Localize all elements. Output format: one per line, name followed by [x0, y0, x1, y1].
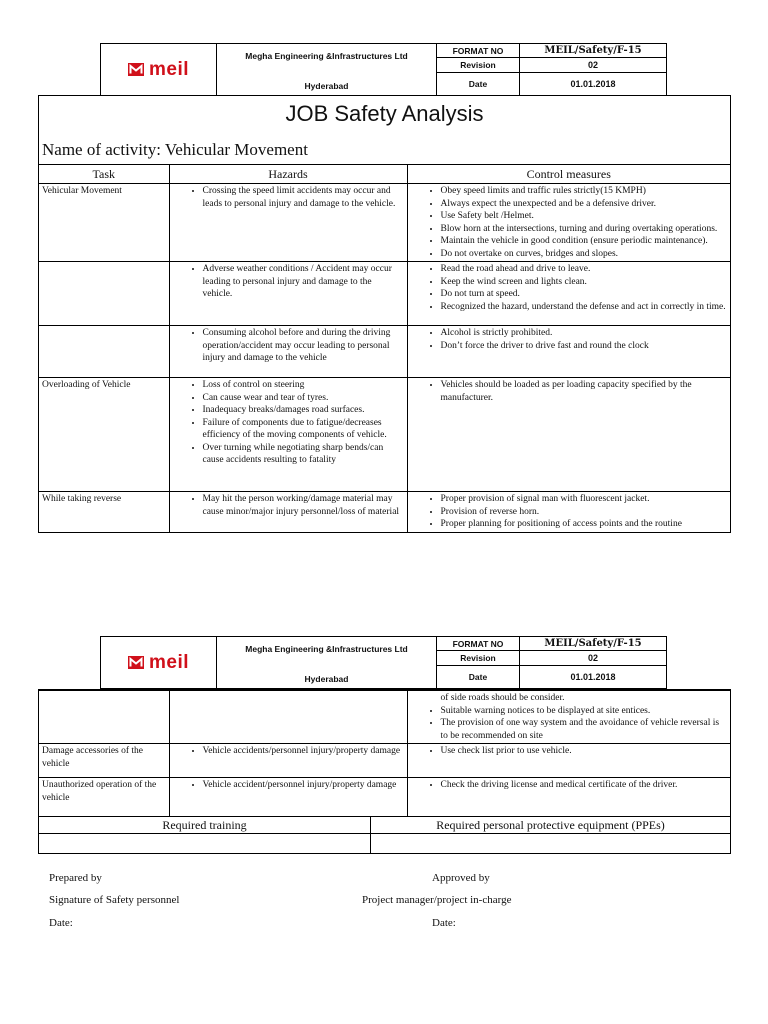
prepared-signature: Signature of Safety personnel — [49, 894, 180, 906]
approved-date: Date: — [432, 917, 456, 929]
controls-cell — [407, 262, 730, 326]
hazard-list — [173, 745, 404, 758]
format-label: FORMAT NO — [437, 637, 520, 650]
hazards-cell — [169, 691, 407, 744]
control-item: • Vehicles should be loaded as per loading capacity specified by the manufacturer. — [441, 379, 728, 404]
table-row — [39, 326, 730, 378]
requirements-section — [39, 816, 730, 853]
prepared-date: Date: — [49, 917, 73, 929]
document-header-page-2 — [100, 636, 667, 689]
hazards-cell — [169, 378, 407, 492]
format-label: FORMAT NO — [437, 44, 520, 57]
hazard-list — [173, 185, 404, 210]
table-row — [39, 744, 730, 778]
hazard-item: • Adverse weather conditions / Accident may occur leading to personal injury and damage to the vehicle. — [203, 263, 404, 301]
hazard-item: • Crossing the speed limit accidents may occur and leads to personal injury and damage to the vehicle. — [203, 185, 404, 210]
control-item: • Provision of reverse horn. — [441, 506, 728, 519]
task-cell: While taking reverse — [39, 492, 169, 532]
task-cell: Vehicular Movement — [39, 184, 169, 262]
control-list — [411, 493, 728, 531]
company-city: Hyderabad — [304, 674, 349, 684]
revision-value: 02 — [587, 652, 598, 663]
revision-label: Revision — [437, 58, 520, 71]
continued-text: of side roads should be consider. — [440, 693, 565, 703]
jsa-page-1 — [38, 95, 731, 533]
control-item: • Obey speed limits and traffic rules strictly(15 KMPH) — [441, 185, 728, 198]
control-list — [411, 327, 728, 352]
controls-cell — [407, 691, 730, 744]
hazards-cell — [169, 326, 407, 378]
control-item: • Use check list prior to use vehicle. — [441, 745, 728, 758]
control-item: • Always expect the unexpected and be a defensive driver. — [441, 198, 728, 211]
hazards-cell — [169, 262, 407, 326]
format-value: MEIL/Safety/F-15 — [544, 45, 642, 57]
logo-cell — [101, 44, 217, 95]
task-cell: Overloading of Vehicle — [39, 378, 169, 492]
hazards-cell — [169, 184, 407, 262]
hazard-item: • Can cause wear and tear of tyres. — [203, 392, 404, 405]
meil-mark-icon — [128, 656, 144, 669]
meil-logo — [128, 652, 189, 674]
hazard-list — [173, 493, 404, 518]
logo-cell — [101, 637, 217, 688]
hazards-cell — [169, 492, 407, 532]
required-ppe-label: Required personal protective equipment (PPEs) — [371, 817, 730, 834]
control-item: • Alcohol is strictly prohibited. — [441, 327, 728, 340]
control-list — [411, 263, 728, 313]
control-item: • Check the driving license and medical certificate of the driver. — [441, 779, 728, 792]
control-item: • Keep the wind screen and lights clean. — [441, 276, 728, 289]
hazards-column-header: Hazards — [169, 165, 407, 184]
controls-column-header: Control measures — [407, 165, 730, 184]
date-value: 01.01.2018 — [570, 78, 616, 89]
format-meta — [437, 637, 666, 688]
control-item: • Proper provision of signal man with fluorescent jacket. — [441, 493, 728, 506]
jsa-rows — [39, 184, 730, 532]
company-city: Hyderabad — [304, 81, 349, 91]
task-column-header: Task — [39, 165, 169, 184]
table-row — [39, 778, 730, 816]
hazard-list — [173, 779, 404, 792]
hazards-cell — [169, 778, 407, 816]
approved-signature: Project manager/project in-charge — [362, 894, 512, 906]
format-meta — [437, 44, 666, 95]
jsa-rows-continued — [39, 691, 730, 744]
control-item: • Don’t force the driver to drive fast and round the clock — [441, 340, 728, 353]
format-value: MEIL/Safety/F-15 — [544, 638, 642, 650]
hazard-item: • Over turning while negotiating sharp bends/can cause accidents resulting to fatality — [203, 442, 404, 467]
control-item: • Maintain the vehicle in good condition (ensure periodic maintenance). — [441, 235, 728, 248]
approved-by-label: Approved by — [432, 872, 490, 884]
required-ppe-value — [371, 834, 730, 853]
hazard-item: • Failure of components due to fatigue/decreases efficiency of the moving components of vehicle. — [203, 417, 404, 442]
control-item: • Do not overtake on curves, bridges and slopes. — [441, 248, 728, 261]
control-list — [411, 705, 728, 743]
control-item: • Suitable warning notices to be displayed at site entices. — [441, 705, 728, 718]
required-training-label: Required training — [39, 817, 370, 834]
hazard-item: • Loss of control on steering — [203, 379, 404, 392]
control-item: • Recognized the hazard, understand the defense and act in correctly in time. — [441, 301, 728, 314]
company-name: Megha Engineering &Infrastructures Ltd — [245, 644, 408, 654]
hazard-list — [173, 379, 404, 467]
table-row — [39, 378, 730, 492]
prepared-by-label: Prepared by — [49, 872, 102, 884]
control-list — [411, 745, 728, 758]
table-row — [39, 262, 730, 326]
control-list — [411, 185, 728, 260]
required-training-value — [39, 834, 370, 853]
meil-mark-icon — [128, 63, 144, 76]
revision-value: 02 — [587, 59, 598, 70]
controls-cell — [407, 326, 730, 378]
controls-cell — [407, 744, 730, 778]
hazard-item: • Inadequacy breaks/damages road surfaces. — [203, 404, 404, 417]
jsa-table — [39, 165, 730, 532]
company-name: Megha Engineering &Infrastructures Ltd — [245, 51, 408, 61]
company-cell — [217, 637, 437, 688]
company-cell — [217, 44, 437, 95]
document-header — [100, 43, 667, 96]
controls-cell — [407, 492, 730, 532]
control-item: • Use Safety belt /Helmet. — [441, 210, 728, 223]
control-list — [411, 779, 728, 792]
control-item: • Proper planning for positioning of access points and the routine — [441, 518, 728, 531]
date-label: Date — [437, 666, 520, 689]
hazard-item: • May hit the person working/damage material may cause minor/major injury personnel/loss of material — [203, 493, 404, 518]
required-ppe — [371, 817, 730, 853]
table-row — [39, 492, 730, 532]
jsa-table-continued — [39, 690, 730, 816]
logo-text: meil — [148, 651, 190, 673]
controls-cell — [407, 778, 730, 816]
hazard-list — [173, 263, 404, 301]
controls-cell — [407, 378, 730, 492]
meil-logo — [128, 59, 189, 81]
hazards-cell — [169, 744, 407, 778]
jsa-page-2 — [38, 689, 731, 854]
page-title: JOB Safety Analysis — [285, 101, 484, 126]
task-cell: Damage accessories of the vehicle — [39, 744, 169, 778]
date-label: Date — [437, 73, 520, 96]
control-item: • Do not turn at speed. — [441, 288, 728, 301]
revision-label: Revision — [437, 651, 520, 664]
control-list — [411, 379, 728, 404]
control-item: • Read the road ahead and drive to leave. — [441, 263, 728, 276]
logo-text: meil — [148, 58, 190, 80]
date-value: 01.01.2018 — [570, 671, 616, 682]
table-row — [39, 691, 730, 744]
activity-name: Name of activity: Vehicular Movement — [42, 140, 308, 159]
hazard-item: • Consuming alcohol before and during the driving operation/accident may occur leading to personal injury and damage to the vehicle — [203, 327, 404, 365]
task-cell — [39, 262, 169, 326]
hazard-item: • Vehicle accident/personnel injury/property damage — [203, 779, 404, 792]
task-cell — [39, 691, 169, 744]
hazard-list — [173, 327, 404, 365]
jsa-rows — [39, 744, 730, 816]
task-cell — [39, 326, 169, 378]
table-row — [39, 184, 730, 262]
control-item: • Blow horn at the intersections, turning and during overtaking operations. — [441, 223, 728, 236]
hazard-item: • Vehicle accidents/personnel injury/property damage — [203, 745, 404, 758]
required-training — [39, 817, 371, 853]
title-box — [39, 96, 730, 165]
task-cell: Unauthorized operation of the vehicle — [39, 778, 169, 816]
controls-cell — [407, 184, 730, 262]
control-item: • The provision of one way system and the avoidance of vehicle reversal is to be recommended on site — [441, 717, 728, 742]
